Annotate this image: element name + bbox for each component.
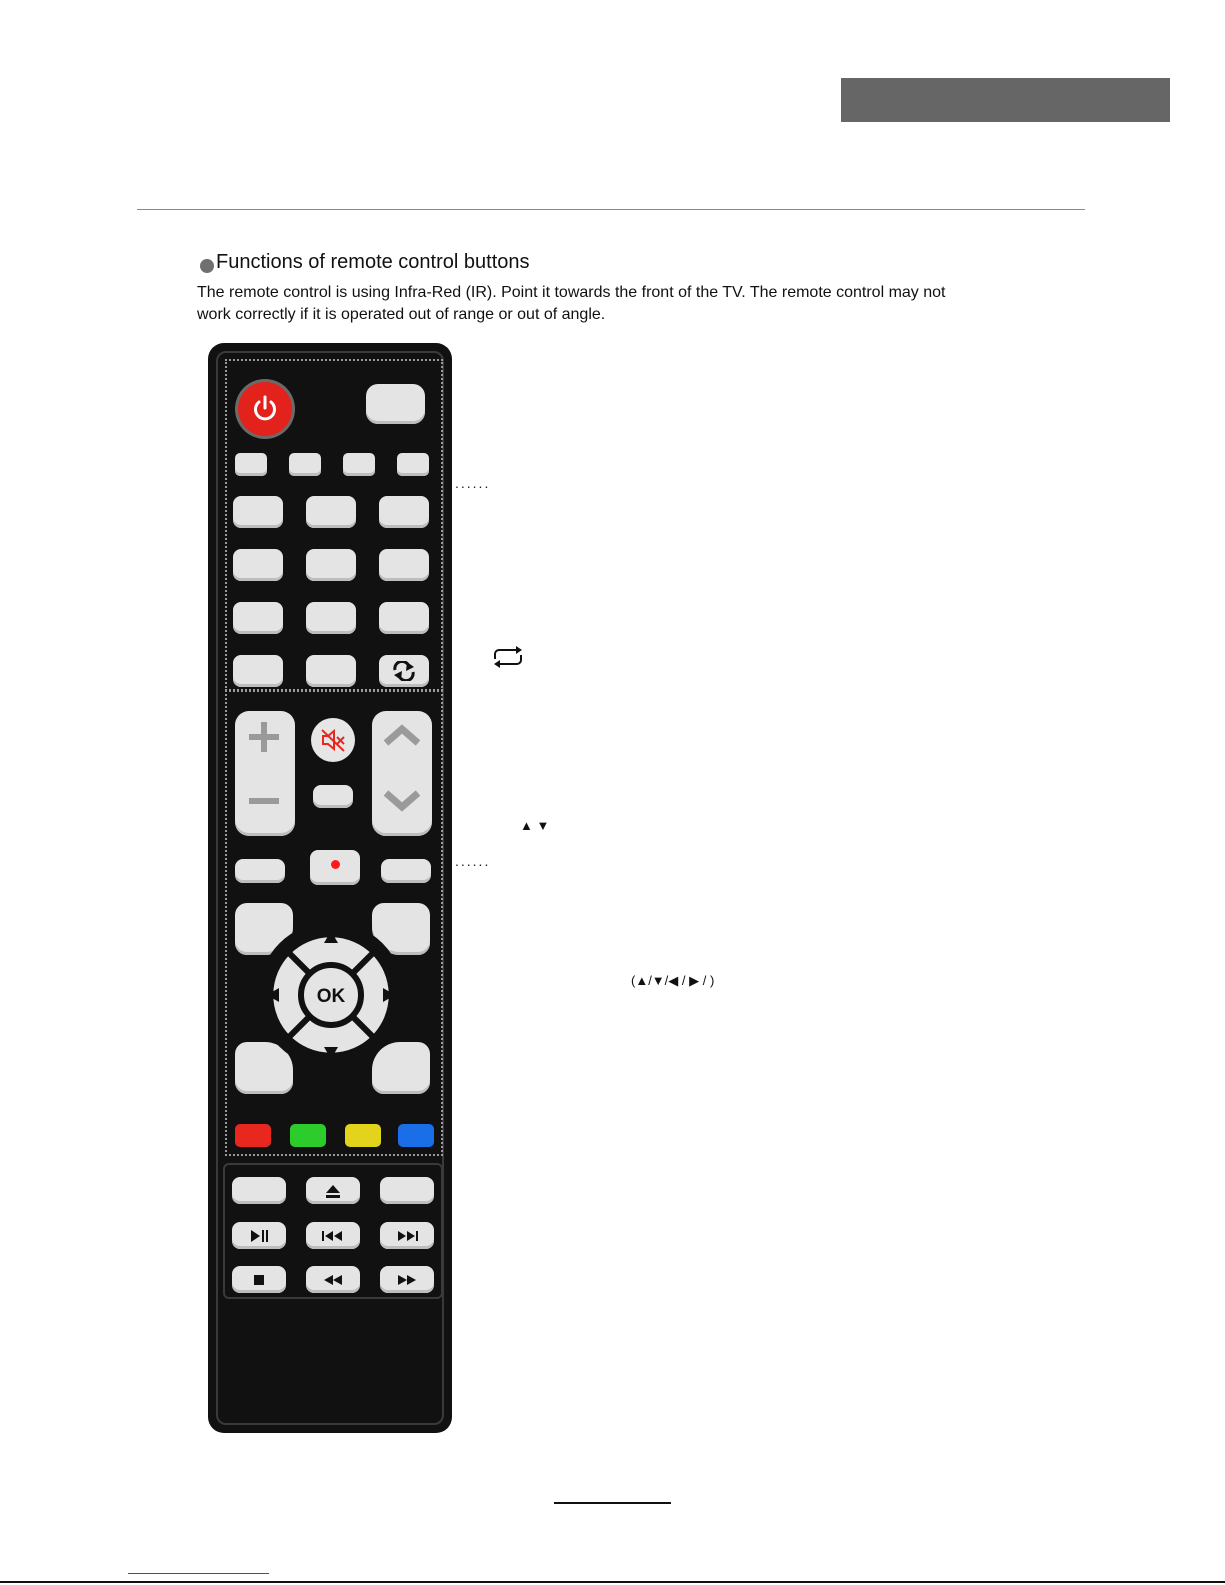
next-button[interactable]: [380, 1222, 434, 1249]
up-down-arrows-annotation: ▲ ▼: [520, 818, 550, 833]
ok-label: OK: [316, 986, 346, 1007]
rewind-icon: [323, 1274, 343, 1286]
fast-forward-button[interactable]: [380, 1266, 434, 1293]
previous-button[interactable]: [306, 1222, 360, 1249]
number-button-6[interactable]: [379, 549, 429, 581]
info-button[interactable]: [313, 785, 353, 808]
small-button-3[interactable]: [343, 453, 375, 476]
volume-up-icon: [249, 722, 279, 752]
stop-button[interactable]: [232, 1266, 286, 1293]
number-button-1[interactable]: [233, 496, 283, 528]
number-button-0[interactable]: [306, 655, 356, 687]
channel-up-icon: [386, 729, 418, 743]
volume-rocker[interactable]: [235, 711, 295, 836]
small-button-4[interactable]: [397, 453, 429, 476]
skip-previous-icon: [322, 1230, 344, 1242]
number-button-5[interactable]: [306, 549, 356, 581]
intro-text-line-1: The remote control is using Infra-Red (IR). Point it towards the front of the TV. The remote control may not: [197, 284, 946, 301]
channel-down-icon: [386, 793, 418, 807]
footer-link-underline: [128, 1573, 269, 1574]
number-button-2[interactable]: [306, 496, 356, 528]
volume-down-icon: [249, 798, 279, 804]
navigation-pad: [256, 920, 406, 1070]
fast-forward-icon: [397, 1274, 417, 1286]
green-button[interactable]: [290, 1124, 326, 1147]
bullet-icon: [200, 259, 214, 273]
small-button-1[interactable]: [235, 453, 267, 476]
page-number-rule: [554, 1502, 671, 1504]
exit-button[interactable]: [381, 859, 431, 883]
power-icon: [250, 394, 280, 424]
mute-icon: [319, 726, 347, 754]
header-bar: [841, 78, 1170, 122]
swap-annotation-icon: [490, 646, 526, 668]
record-button[interactable]: [310, 850, 360, 885]
small-button-2[interactable]: [289, 453, 321, 476]
swap-icon: [391, 661, 417, 681]
section-title: Functions of remote control buttons: [216, 251, 530, 273]
bottom-border: [0, 1581, 1225, 1583]
number-button-3[interactable]: [379, 496, 429, 528]
play-pause-button[interactable]: [232, 1222, 286, 1249]
swap-button[interactable]: [379, 655, 429, 687]
header-divider: [137, 209, 1085, 210]
blue-button[interactable]: [398, 1124, 434, 1147]
callout-dots-top: ......: [455, 475, 491, 491]
red-button[interactable]: [235, 1124, 271, 1147]
number-button-9[interactable]: [379, 602, 429, 634]
channel-rocker[interactable]: [372, 711, 432, 836]
media-button-left[interactable]: [232, 1177, 286, 1204]
callout-dots-middle: ......: [455, 853, 491, 869]
navigation-arrows-annotation: (▲/▼/◀ / ▶ / ): [631, 973, 715, 988]
rewind-button[interactable]: [306, 1266, 360, 1293]
power-button[interactable]: [238, 382, 292, 436]
eject-icon: [325, 1183, 341, 1199]
number-button-4[interactable]: [233, 549, 283, 581]
yellow-button[interactable]: [345, 1124, 381, 1147]
skip-next-icon: [396, 1230, 418, 1242]
number-button-8[interactable]: [306, 602, 356, 634]
list-button[interactable]: [233, 655, 283, 687]
record-icon: [331, 860, 340, 869]
menu-button[interactable]: [235, 859, 285, 883]
eject-button[interactable]: [306, 1177, 360, 1204]
number-button-7[interactable]: [233, 602, 283, 634]
intro-text-line-2: work correctly if it is operated out of range or out of angle.: [197, 306, 606, 323]
source-button[interactable]: [366, 384, 425, 424]
stop-icon: [253, 1274, 265, 1286]
media-button-right[interactable]: [380, 1177, 434, 1204]
mute-button[interactable]: [311, 718, 355, 762]
play-pause-icon: [250, 1229, 268, 1243]
